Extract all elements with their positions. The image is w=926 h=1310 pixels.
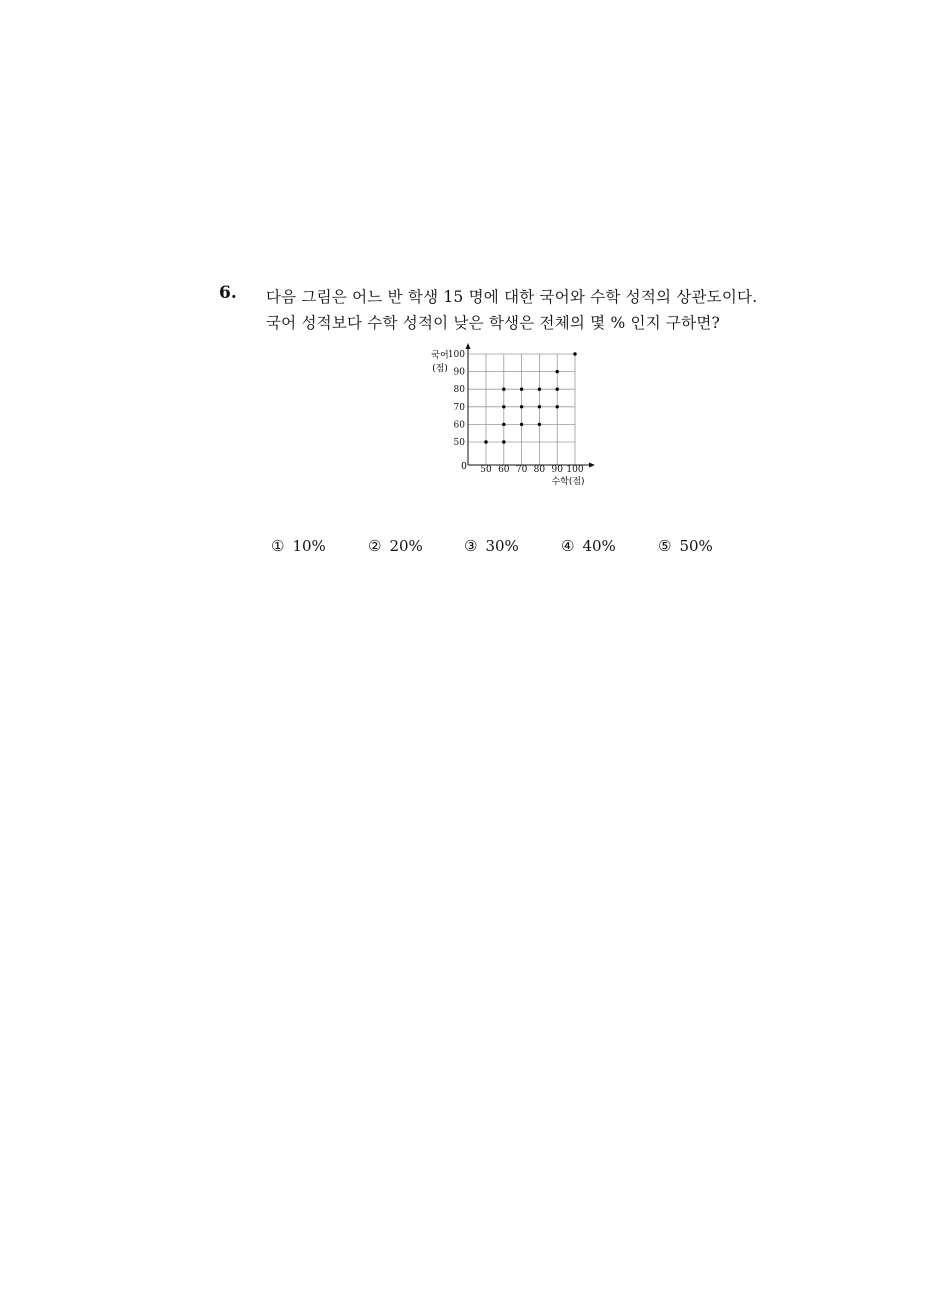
y-tick-label-100: 100 xyxy=(447,350,465,360)
scatter-chart-svg xyxy=(420,340,600,490)
y-tick-label-60: 60 xyxy=(453,420,465,431)
data-points xyxy=(484,352,576,443)
choice-3-label: 30% xyxy=(485,537,519,555)
choice-3-marker: ③ xyxy=(464,537,478,555)
data-point xyxy=(520,388,523,391)
x-tick-label-90: 90 xyxy=(551,465,563,475)
answer-choices xyxy=(0,537,926,561)
choice-5-marker: ⑤ xyxy=(658,537,672,555)
choice-2[interactable] xyxy=(368,537,423,555)
data-point xyxy=(538,405,541,408)
data-point xyxy=(502,388,505,391)
x-tick-label-70: 70 xyxy=(515,465,528,475)
choice-4-marker: ④ xyxy=(561,537,575,555)
data-point xyxy=(520,405,523,408)
question-number: 6. xyxy=(219,283,237,303)
data-point xyxy=(538,423,541,426)
x-tick-label-100: 100 xyxy=(566,465,584,475)
data-point xyxy=(556,388,559,391)
data-point xyxy=(556,370,559,373)
data-point xyxy=(538,388,541,391)
data-point xyxy=(502,405,505,408)
y-tick-label-80: 80 xyxy=(453,385,465,396)
y-tick-label-50: 50 xyxy=(453,438,465,448)
data-point xyxy=(502,423,505,426)
data-point xyxy=(556,405,559,408)
choice-5-label: 50% xyxy=(679,537,713,555)
choice-4[interactable] xyxy=(561,537,616,555)
choice-1-label: 10% xyxy=(292,537,326,555)
choice-4-label: 40% xyxy=(582,537,616,555)
question-text-line-2: 국어 성적보다 수학 성적이 낮은 학생은 전체의 몇 % 인지 구하면? xyxy=(266,314,721,332)
y-tick-label-90: 90 xyxy=(453,367,465,378)
x-tick-label-80: 80 xyxy=(533,465,546,475)
grid-lines xyxy=(468,354,575,465)
x-tick-label-60: 60 xyxy=(498,465,510,475)
data-point xyxy=(573,352,576,355)
choice-1[interactable] xyxy=(271,537,326,555)
question-text-line-1: 다음 그림은 어느 반 학생 15 명에 대한 국어와 수학 성적의 상관도이다. xyxy=(266,288,758,306)
origin-label: 0 xyxy=(461,462,467,472)
x-tick-label-50: 50 xyxy=(480,465,492,475)
scatter-chart xyxy=(420,340,600,490)
choice-2-marker: ② xyxy=(368,537,382,555)
data-point xyxy=(502,440,505,443)
y-axis-unit-label: (점) xyxy=(432,364,448,374)
data-point xyxy=(484,440,487,443)
y-axis-arrow-icon xyxy=(466,343,471,349)
axes xyxy=(466,343,596,468)
data-point xyxy=(520,423,523,426)
choice-1-marker: ① xyxy=(271,537,285,555)
x-axis-arrow-icon xyxy=(589,463,595,468)
choice-2-label: 20% xyxy=(389,537,423,555)
y-axis-label: 국어 xyxy=(431,351,449,361)
y-tick-label-70: 70 xyxy=(453,402,465,413)
x-axis-label: 수학(점) xyxy=(551,477,585,487)
choice-3[interactable] xyxy=(464,537,519,555)
choice-5[interactable] xyxy=(658,537,713,555)
